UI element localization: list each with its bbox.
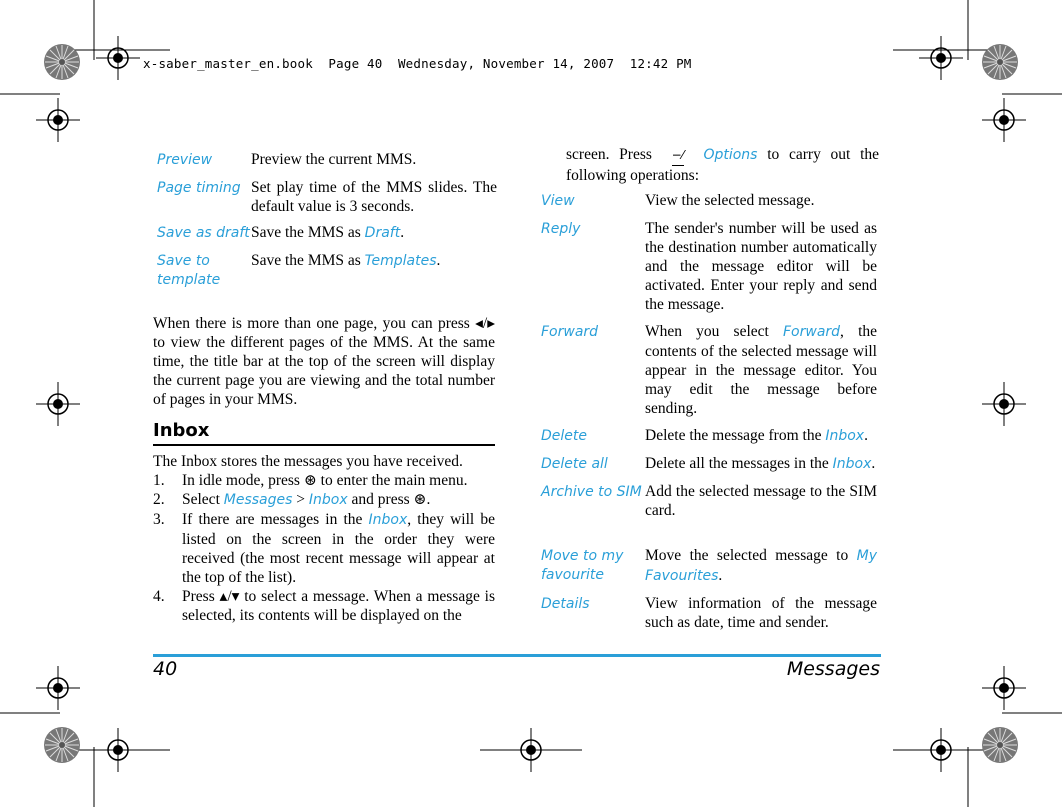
option-description (645, 426, 877, 446)
right-intro-after: to carry out the following operations: (566, 146, 880, 184)
highlighted-term: Inbox (825, 428, 865, 444)
option-description (645, 594, 877, 632)
option-description (645, 454, 877, 474)
table-row (541, 594, 877, 632)
option-term: Save to template (157, 253, 221, 288)
table-row (541, 546, 877, 586)
option-description (251, 251, 497, 290)
table-row (541, 482, 877, 520)
list-number: 2. (153, 491, 165, 508)
table-row (157, 150, 497, 170)
text-fragment: In idle mode, press ⊛ to enter the main menu. (182, 472, 468, 489)
list-item (153, 587, 495, 625)
footer-rule (153, 654, 881, 657)
options-label: Options (703, 147, 758, 163)
inbox-steps-list (153, 471, 495, 625)
inbox-section (153, 420, 495, 625)
table-row (541, 219, 877, 314)
text-fragment: , they will be listed on the screen in the order they were received (the most recent message will appear at the top of the list). (182, 511, 495, 586)
option-term: View (541, 193, 575, 209)
text-fragment: The sender's number will be used as the destination number automatically and the message editor will be activated. Enter your reply and send the message. (645, 220, 877, 313)
text-fragment: . (436, 252, 441, 269)
highlighted-term: Draft (364, 225, 401, 241)
print-header: x-saber_master_en.book Page 40 Wednesday, November 14, 2007 12:42 PM (143, 56, 692, 71)
paragraph-page-navigation: When there is more than one page, you can press ◂/▸ to view the different pages of the MMS. At the same time, the title bar at the top of the screen will display the current page you are viewing and the total number of pages in your MMS. (153, 315, 495, 408)
footer-section-name: Messages (786, 658, 880, 680)
text-fragment: and press ⊛. (347, 491, 431, 508)
text-fragment: If there are messages in the (182, 511, 369, 528)
highlighted-term: Inbox (308, 492, 348, 508)
option-description (251, 223, 497, 243)
right-intro-before: screen. Press (566, 146, 652, 163)
option-term: Delete (541, 428, 587, 444)
table-row (541, 322, 877, 418)
text-fragment: When you select (645, 323, 783, 340)
highlighted-term: Messages (223, 492, 293, 508)
text-fragment: Save the MMS as (251, 252, 365, 269)
text-fragment: . (718, 567, 723, 584)
inbox-intro: The Inbox stores the messages you have received. (153, 453, 463, 470)
text-fragment: Press ▴/▾ to select a message. When a message is selected, its contents will be displayed on the (182, 588, 495, 624)
highlighted-term: Inbox (368, 512, 408, 528)
option-term: Preview (157, 152, 213, 168)
text-fragment: > (292, 491, 309, 508)
text-fragment: Delete the message from the (645, 427, 826, 444)
option-description (251, 150, 497, 170)
text-fragment: View the selected message. (645, 192, 815, 209)
table-row (157, 251, 497, 290)
table-row (157, 178, 497, 216)
text-fragment: Save the MMS as (251, 224, 365, 241)
option-description (645, 219, 877, 314)
text-fragment: Select (182, 491, 224, 508)
option-term: Page timing (157, 180, 241, 196)
text-fragment: View information of the message such as date, time and sender. (645, 595, 877, 631)
list-item (153, 471, 495, 490)
table-row (541, 426, 877, 446)
text-fragment: Move the selected message to (645, 547, 857, 564)
option-term: Archive to SIM (541, 484, 642, 500)
right-intro (566, 145, 879, 185)
right-operations-table (541, 191, 877, 640)
option-description (645, 546, 877, 586)
option-term: Reply (541, 221, 581, 237)
highlighted-term: Inbox (832, 456, 872, 472)
table-row (541, 454, 877, 474)
option-description (645, 482, 877, 520)
text-fragment: . (864, 427, 868, 444)
text-fragment: , the contents of the selected message will appear in the message editor. You may edit the message before sending. (645, 323, 878, 417)
option-term: Forward (541, 324, 599, 340)
text-fragment: . (400, 224, 405, 241)
text-fragment: Delete all the messages in the (645, 455, 833, 472)
section-title-inbox: Inbox (153, 420, 495, 446)
option-term: Move to my favourite (541, 548, 624, 583)
option-term: Delete all (541, 456, 608, 472)
option-description (645, 191, 877, 211)
list-number: 3. (153, 511, 165, 528)
option-description (645, 322, 877, 418)
list-number: 1. (153, 472, 165, 489)
highlighted-term: Templates (364, 253, 437, 269)
table-row (157, 223, 497, 243)
text-fragment: Set play time of the MMS slides. The default value is 3 seconds. (251, 179, 497, 215)
highlighted-term: Forward (783, 324, 841, 340)
option-description (251, 178, 497, 216)
list-item (153, 510, 495, 587)
list-number: 4. (153, 588, 165, 605)
page-number: 40 (153, 658, 178, 680)
text-fragment: Add the selected message to the SIM card. (645, 483, 877, 519)
softkey-icon: −⁄ (672, 146, 684, 166)
list-item (153, 490, 495, 510)
left-options-table (157, 150, 497, 298)
text-fragment: Preview the current MMS. (251, 151, 417, 168)
highlighted-term: My Favourites (645, 548, 877, 584)
text-fragment: . (871, 455, 876, 472)
table-row (541, 191, 877, 211)
option-term: Details (541, 596, 590, 612)
option-term: Save as draft (157, 225, 250, 241)
